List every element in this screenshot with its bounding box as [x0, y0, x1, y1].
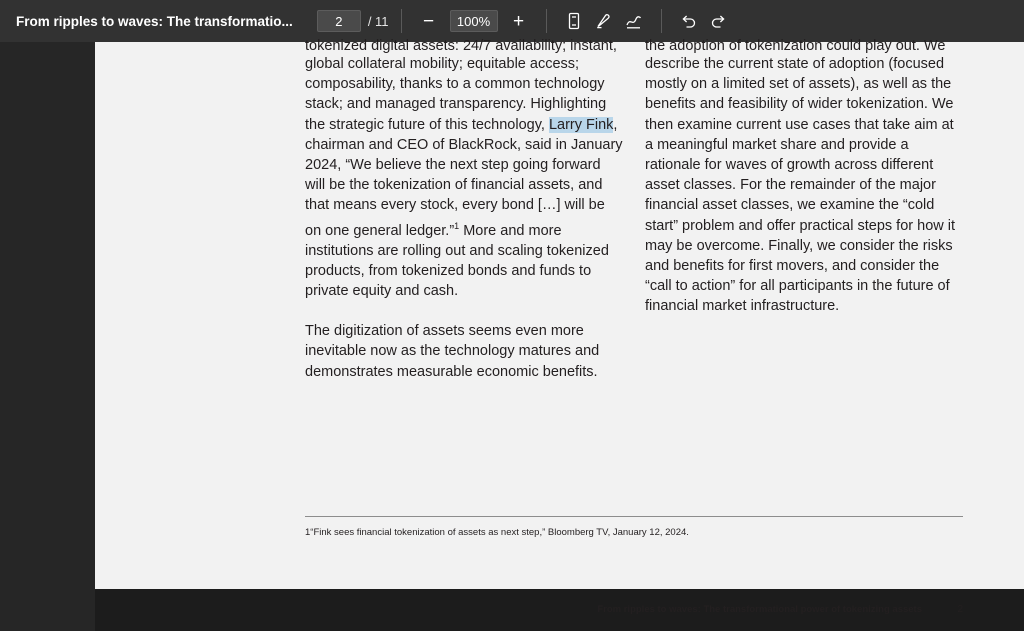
pdf-page-content	[95, 38, 1024, 615]
left-paragraph-1-before: global collateral mobility; equitable access; composability, thanks to a common technology stack; and managed transparency. Highlighting the strategic future of this technology,	[305, 56, 607, 133]
viewer-left-gutter	[0, 84, 95, 631]
toolbar-divider	[401, 9, 402, 33]
left-paragraph-1-tail: More and more institutions are rolling out and scaling tokenized products, from tokenized bonds and funds to private equity and cash.	[305, 222, 609, 300]
zoom-in-button[interactable]: +	[512, 10, 525, 32]
document-title: From ripples to waves: The transformatio...	[16, 13, 293, 29]
left-paragraph-1	[305, 54, 623, 301]
redo-icon[interactable]	[704, 7, 734, 35]
highlight-icon[interactable]	[589, 7, 619, 35]
right-column-clipped-line: the adoption of tokenization could play out. We	[645, 38, 946, 54]
footnote-text: 1“Fink sees financial tokenization of assets as next step,” Bloomberg TV, January 12, 2024.	[305, 527, 689, 538]
page-footer-number: 2	[957, 604, 963, 615]
undo-icon[interactable]	[674, 7, 704, 35]
left-column	[305, 54, 623, 402]
page-number-input[interactable]: 2	[317, 10, 361, 32]
footnote-rule	[305, 516, 963, 517]
page-footer-title: From ripples to waves: The transformational power of tokenizing assets	[597, 604, 922, 615]
right-column	[645, 54, 963, 337]
draw-icon[interactable]	[619, 7, 649, 35]
left-paragraph-2: The digitization of assets seems even more inevitable now as the technology matures and demonstrates measurable economic benefits.	[305, 323, 600, 380]
pdf-page	[95, 38, 1024, 615]
footnote-marker: 1	[454, 220, 460, 231]
fit-page-icon[interactable]	[559, 7, 589, 35]
pdf-viewer[interactable]	[0, 38, 1024, 615]
zoom-level-input[interactable]: 100%	[450, 10, 498, 32]
left-column-clipped-line: tokenized digital assets: 24/7 availability; instant,	[305, 38, 617, 54]
toolbar-divider	[661, 9, 662, 33]
zoom-out-button[interactable]: −	[422, 10, 435, 32]
toolbar-divider	[546, 9, 547, 33]
highlighted-text-larry-fink[interactable]: Larry Fink	[548, 116, 614, 133]
page-total-label: / 11	[367, 13, 389, 29]
right-paragraph-1: describe the current state of adoption (focused mostly on a limited set of assets), as well as the benefits and feasibility of wider tokenization. We then examine current use cases that take aim at a meaningful market share and provide a rationale for waves of growth across different asset classes. For the remainder of the major financial asset classes, we examine the “cold start” problem and offer practical steps for how it may be overcome. Finally, we consider the risks and benefits for first movers, and consider the “call to action” for all participants in the future of financial market infrastructure.	[645, 56, 956, 315]
left-paragraph-1-after: , chairman and CEO of BlackRock, said in January 2024, “We believe the next step going forward will be the tokenization of financial assets, and that means every stock, every bond […] will be on one general ledger.”	[305, 116, 623, 239]
